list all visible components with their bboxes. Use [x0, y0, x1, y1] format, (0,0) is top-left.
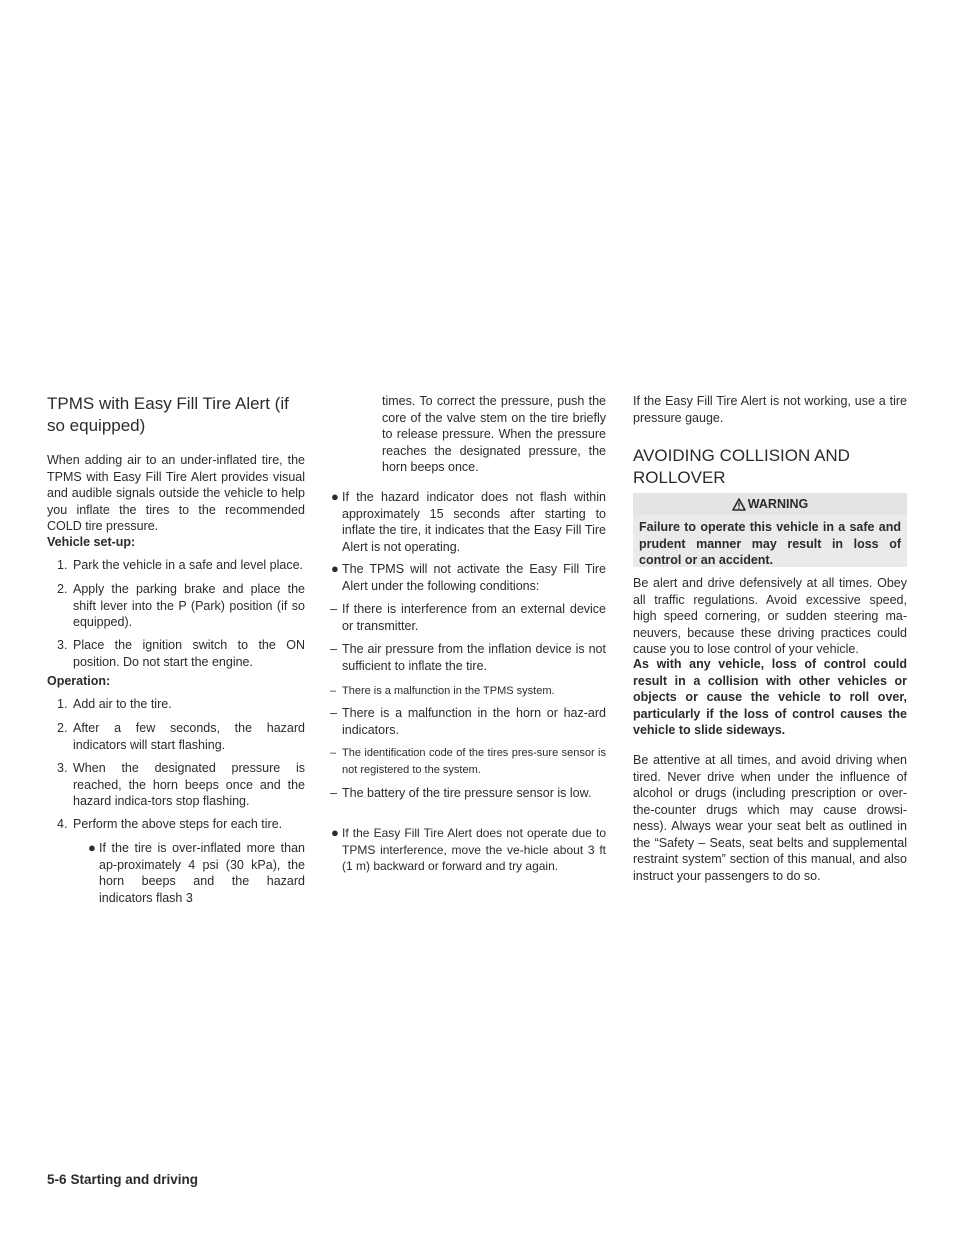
- condition-item: – There is a malfunction in the TPMS system.: [330, 685, 555, 697]
- bullet-icon: ●: [88, 840, 96, 855]
- operation-step: 3. When the designated pressure is reached, the horn beeps once and the hazard indica-tors stop flashing.: [57, 761, 305, 808]
- page-footer: [47, 1172, 198, 1187]
- setup-step: 2. Apply the parking brake and place the shift lever into the P (Park) position (if so equipped).: [57, 582, 305, 629]
- section-heading-collision: AVOIDING COLLISION AND ROLLOVER: [633, 446, 850, 487]
- setup-step: 1. Park the vehicle in a safe and level place.: [57, 558, 303, 572]
- vehicle-setup-label: Vehicle set-up:: [47, 535, 136, 549]
- section-heading-tpms: TPMS with Easy Fill Tire Alert (if so equipped): [47, 394, 289, 435]
- operation-step: 2. After a few seconds, the hazard indicators will start flashing.: [57, 721, 305, 752]
- bullet-icon: ●: [331, 561, 339, 576]
- bullet-icon: ●: [331, 825, 339, 840]
- section-title: Starting and driving: [70, 1172, 199, 1187]
- loss-of-control-paragraph: As with any vehicle, loss of control could result in a collision with other vehicles or objects or cause the vehicle to roll over, particularly if the loss of control causes the vehicle to slide sideways.: [633, 657, 907, 737]
- bullet-interference: ● If the Easy Fill Tire Alert does not operate due to TPMS interference, move the ve-hicle about 3 ft (1 m) backward or forward and try again.: [331, 825, 606, 873]
- intro-paragraph: When adding air to an under-inflated tire, the TPMS with Easy Fill Tire Alert provides visual and audible signals outside the vehicle to help you inflate the tires to the recommended COLD tire pressure.: [47, 453, 305, 533]
- condition-item: – The battery of the tire pressure sensor is low.: [330, 786, 592, 800]
- operation-step: 4. Perform the above steps for each tire.: [57, 817, 283, 831]
- condition-item: – There is a malfunction in the horn or haz-ard indicators.: [330, 706, 606, 737]
- gauge-note: If the Easy Fill Tire Alert is not working, use a tire pressure gauge.: [633, 394, 907, 425]
- bullet-icon: ●: [331, 489, 339, 504]
- setup-step: 3. Place the ignition switch to the ON position. Do not start the engine.: [57, 638, 305, 669]
- condition-item: – The air pressure from the inflation device is not sufficient to inflate the tire.: [330, 642, 606, 673]
- bullet-tpms: ● The TPMS will not activate the Easy Fill Tire Alert under the following conditions:: [331, 561, 606, 593]
- warning-body: Failure to operate this vehicle in a safe and prudent manner may result in loss of control or an accident.: [633, 515, 907, 567]
- overinflated-continued: times. To correct the pressure, push the core of the valve stem on the tire briefly to release pressure. When the pressure reaches the designated pressure, the horn beeps once.: [382, 394, 606, 474]
- attentive-driving-paragraph: Be attentive at all times, and avoid driving when tired. Never drive when under the influence of alcohol or drugs (including prescription or over-the-counter drugs which may cause drowsi-ness). Always wear your seat belt as outlined in the “Safety – Seats, seat belts and supplemental restraint system” section of this manual, and also instruct your passengers to do so.: [633, 753, 907, 883]
- defensive-driving-paragraph: Be alert and drive defensively at all times. Obey all traffic regulations. Avoid excessive speed, high speed cornering, or sudden steering ma-neuvers, because these driving practices could cause you to lose control of your vehicle.: [633, 576, 907, 656]
- operation-step: 1. Add air to the tire.: [57, 697, 172, 711]
- condition-item: – If there is interference from an external device or transmitter.: [330, 602, 606, 633]
- operation-label: Operation:: [47, 674, 111, 688]
- condition-item: – The identification code of the tires pres-sure sensor is not registered to the system.: [330, 747, 606, 776]
- bullet-overinflated: ● If the tire is over-inflated more than ap-proximately 4 psi (30 kPa), the horn beeps and the hazard indicators flash 3: [88, 840, 305, 905]
- bullet-hazard: ● If the hazard indicator does not flash within approximately 15 seconds after starting to inflate the tire, it indicates that the Easy Fill Tire Alert is not operating.: [331, 489, 606, 554]
- page-number: 5-6: [47, 1172, 67, 1187]
- warning-triangle-icon: [732, 498, 746, 511]
- warning-header: WARNING: [633, 493, 907, 515]
